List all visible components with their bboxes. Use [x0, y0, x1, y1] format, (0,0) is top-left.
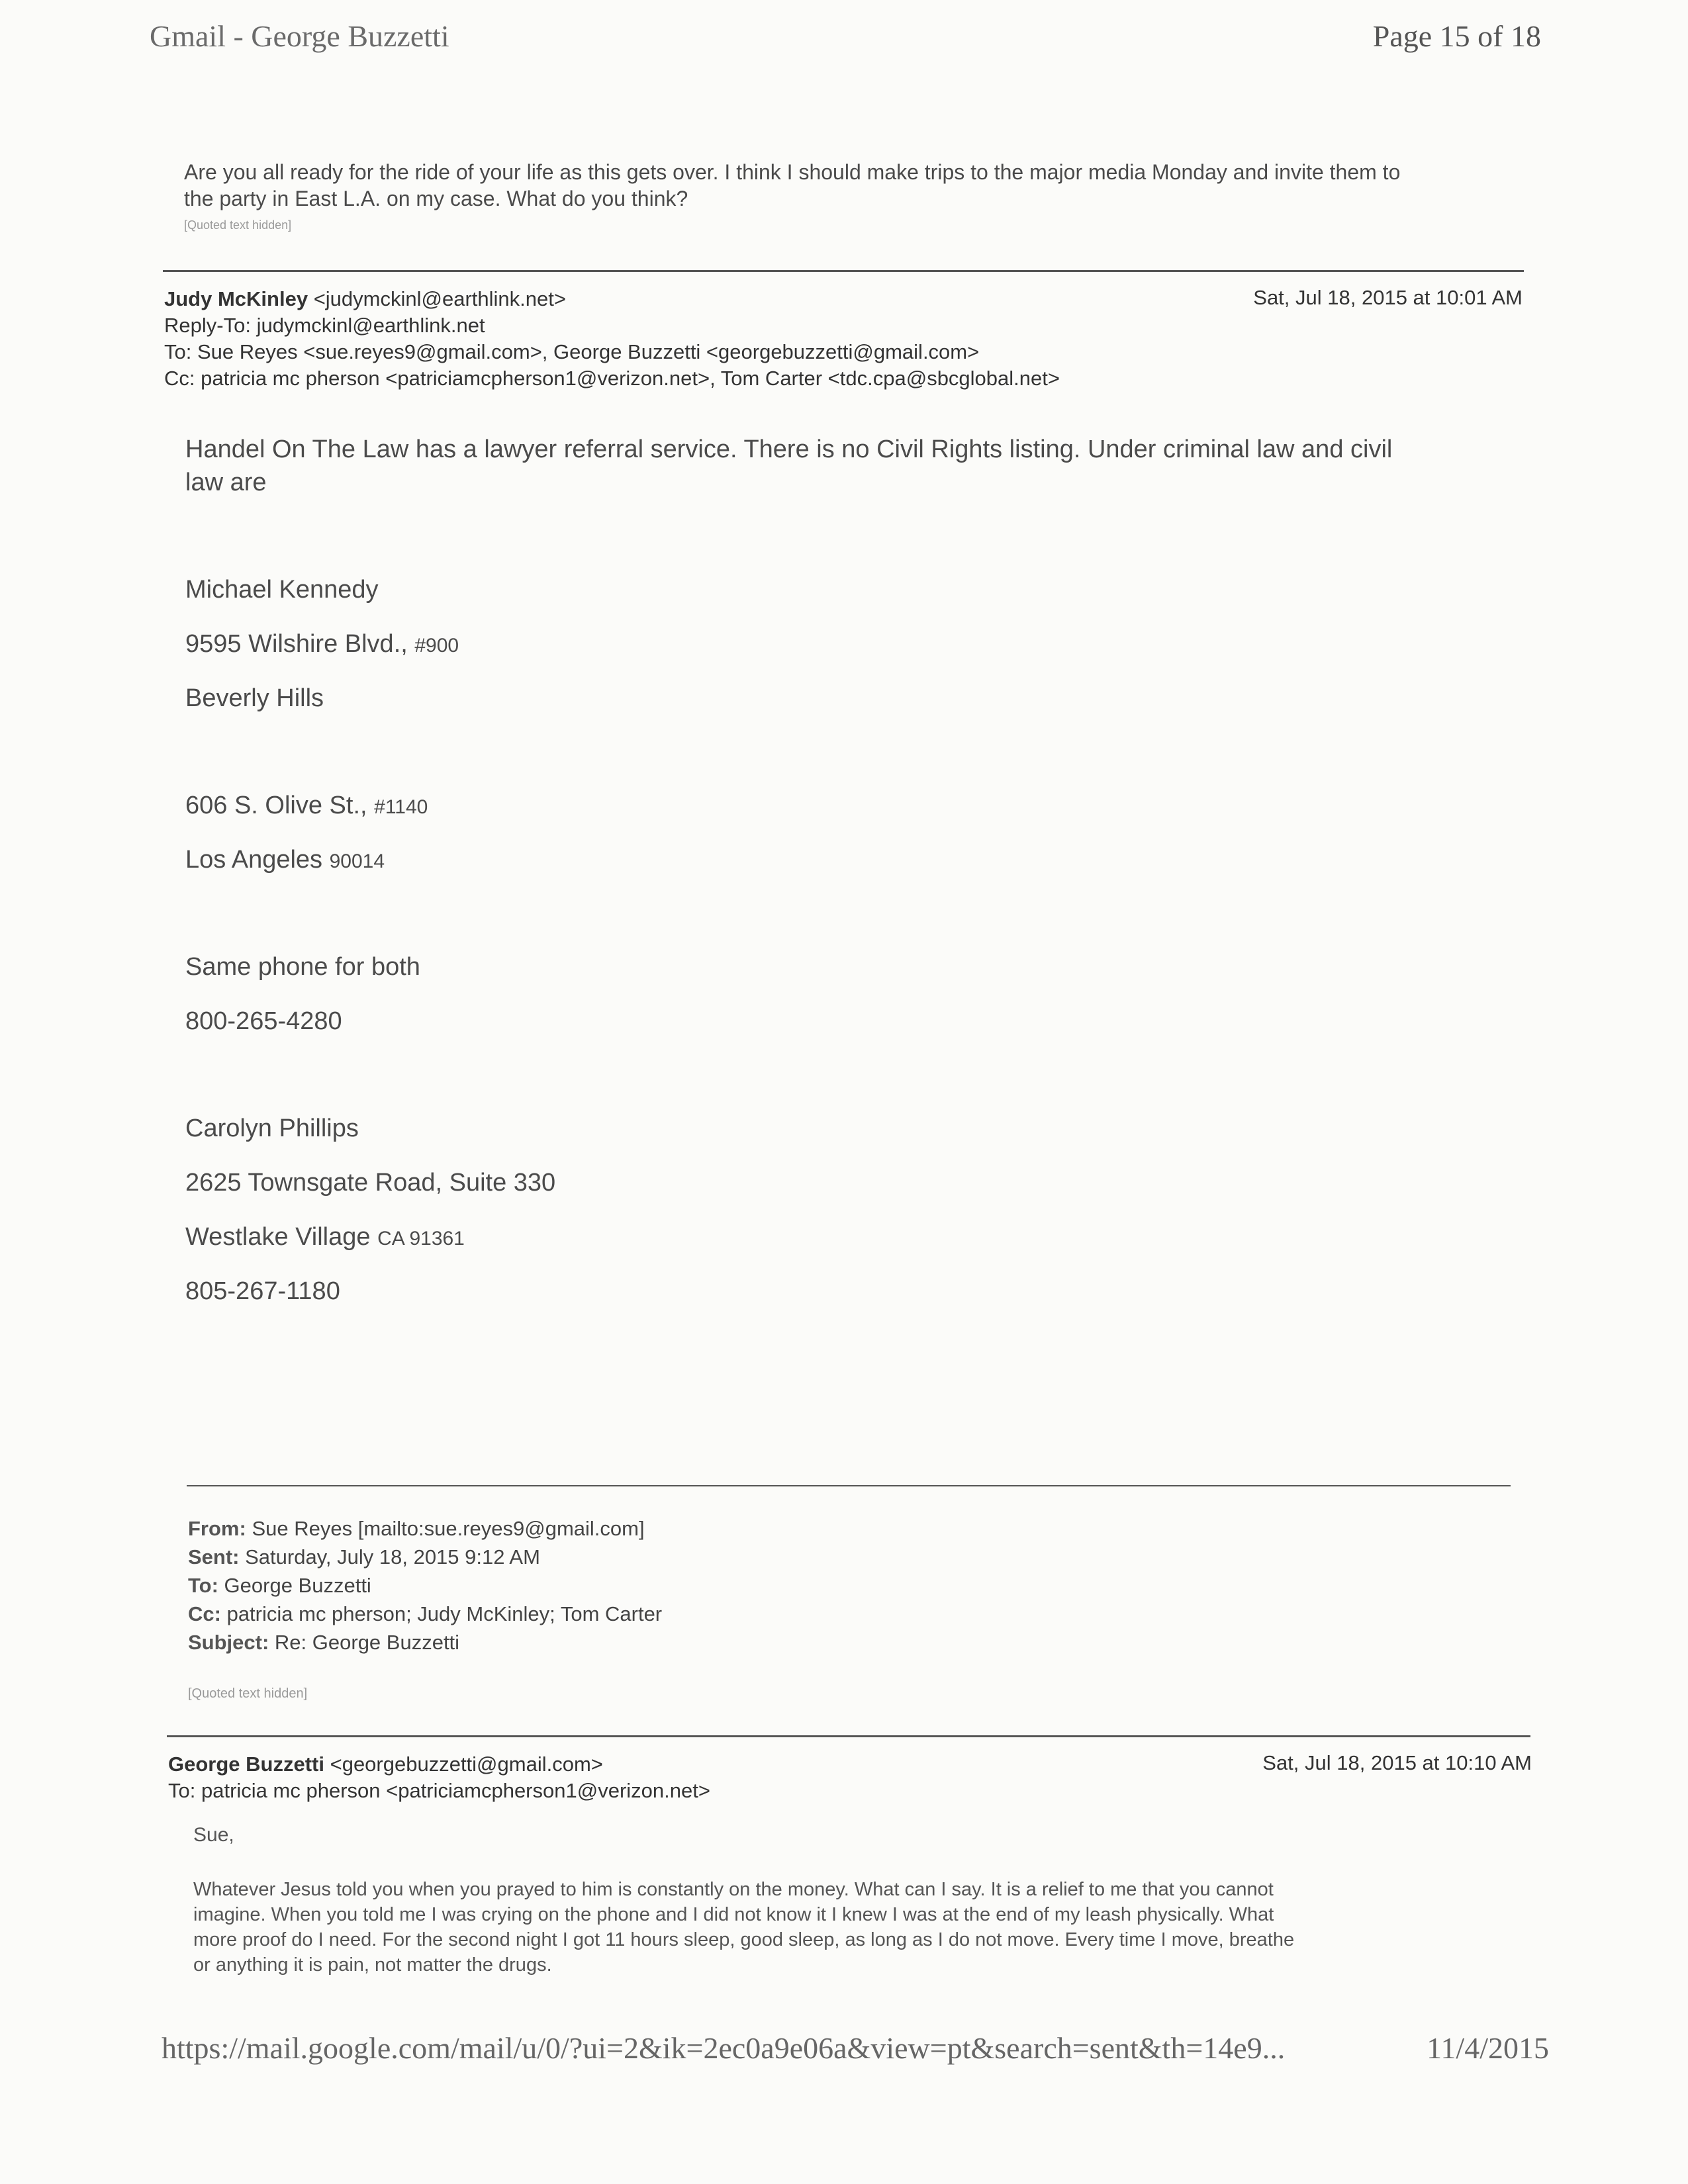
quoted-text-hidden-link[interactable]: [Quoted text hidden] [184, 218, 292, 232]
to-recipients: Sue Reyes <sue.reyes9@gmail.com>, George Buzzetti <georgebuzzetti@gmail.com> [197, 340, 980, 363]
cc-label: Cc: [164, 367, 195, 390]
fwd-cc-label: Cc: [188, 1602, 221, 1625]
lawyer-name: Michael Kennedy [185, 576, 379, 604]
fwd-to-line [188, 1571, 1247, 1600]
fwd-subject-line [188, 1628, 1247, 1657]
phone-number: 800-265-4280 [185, 1007, 342, 1035]
print-footer-url: https://mail.google.com/mail/u/0/?ui=2&ik=2ec0a9e06a&view=pt&search=sent&th=14e9... [162, 2031, 1286, 2065]
fwd-from-label: From: [188, 1517, 246, 1540]
address-line-2 [185, 789, 428, 824]
fwd-sent-label: Sent: [188, 1545, 240, 1569]
body2-line-4: or anything it is pain, not matter the drugs. [193, 1954, 552, 1976]
quoted-text-hidden-link-2[interactable]: [Quoted text hidden] [188, 1686, 308, 1701]
address-street: 9595 Wilshire Blvd., [185, 630, 408, 658]
body2-line-2: imagine. When you told me I was crying on the phone and I did not know it I knew I was at the end of my leash physically. What [193, 1904, 1274, 1925]
body-line-1: Handel On The Law has a lawyer referral service. There is no Civil Rights listing. Under criminal law and civil [185, 435, 1393, 463]
fwd-cc: patricia mc pherson; Judy McKinley; Tom Carter [226, 1602, 663, 1625]
intro-line-1: Are you all ready for the ride of your life as this gets over. I think I should make trips to the major media Monday and invite them to [184, 160, 1401, 184]
message-divider-2 [167, 1735, 1530, 1737]
cc-recipients: patricia mc pherson <patriciamcpherson1@verizon.net>, Tom Carter <tdc.cpa@sbcglobal.net> [201, 367, 1060, 390]
fwd-subject: Re: George Buzzetti [274, 1631, 460, 1654]
sender-line-2 [168, 1751, 1227, 1778]
to-line [164, 339, 1289, 365]
fwd-cc-line [188, 1600, 1247, 1628]
fwd-from-line [188, 1514, 1247, 1543]
fwd-subject-label: Subject: [188, 1631, 269, 1654]
address-street-2: 606 S. Olive St., [185, 792, 367, 819]
city-name: Los Angeles [185, 846, 323, 874]
fwd-sent-line [188, 1543, 1247, 1571]
fwd-from: Sue Reyes [mailto:sue.reyes9@gmail.com] [252, 1517, 645, 1540]
reply-to-label: Reply-To: [164, 314, 251, 337]
fwd-to: George Buzzetti [224, 1574, 371, 1597]
city-name-2: Westlake Village [185, 1223, 371, 1251]
address-city-2 [185, 843, 385, 878]
page-number: Page 15 of 18 [1372, 19, 1541, 53]
fwd-sent: Saturday, July 18, 2015 9:12 AM [245, 1545, 540, 1569]
address-suite: #900 [414, 635, 459, 657]
fwd-to-label: To: [188, 1574, 218, 1597]
sender-line [164, 286, 1289, 312]
message-body-judy [185, 433, 1523, 499]
phone-number-2: 805-267-1180 [185, 1277, 340, 1305]
zip-code-2: CA 91361 [377, 1228, 465, 1250]
sender-email-2: <georgebuzzetti@gmail.com> [330, 1752, 603, 1776]
address-city-3 [185, 1220, 465, 1255]
message-date: Sat, Jul 18, 2015 at 10:01 AM [1253, 286, 1523, 309]
greeting: Sue, [193, 1824, 234, 1846]
forward-divider [187, 1485, 1511, 1486]
body-line-2: law are [185, 469, 267, 496]
print-header-title: Gmail - George Buzzetti [150, 19, 449, 53]
message-divider [163, 270, 1524, 272]
intro-message-body [184, 159, 1508, 238]
to-label: To: [164, 340, 192, 363]
cc-line [164, 365, 1289, 392]
message-date-2: Sat, Jul 18, 2015 at 10:10 AM [1262, 1751, 1532, 1774]
forwarded-header [188, 1514, 1247, 1657]
body2-line-3: more proof do I need. For the second night I got 11 hours sleep, good sleep, as long as I do not move. Every time I move, breathe [193, 1929, 1295, 1950]
address-line-3: 2625 Townsgate Road, Suite 330 [185, 1169, 556, 1197]
same-phone-note: Same phone for both [185, 953, 420, 981]
to-line-2 [168, 1778, 1227, 1804]
reply-to-email: judymckinl@earthlink.net [256, 314, 485, 337]
intro-line-2: the party in East L.A. on my case. What do you think? [184, 187, 688, 210]
to-recipients-2: patricia mc pherson <patriciamcpherson1@verizon.net> [201, 1779, 710, 1802]
sender-name: Judy McKinley [164, 287, 308, 310]
message-header-george [168, 1751, 1227, 1804]
address-city: Beverly Hills [185, 684, 324, 712]
message-body-george [193, 1877, 1537, 1978]
zip-code: 90014 [329, 850, 385, 872]
print-footer-date: 11/4/2015 [1427, 2031, 1549, 2065]
reply-to-line [164, 312, 1289, 339]
lawyer-name-2: Carolyn Phillips [185, 1115, 359, 1142]
sender-email: <judymckinl@earthlink.net> [313, 287, 566, 310]
address-line [185, 627, 459, 662]
address-suite-2: #1140 [374, 796, 428, 818]
to-label-2: To: [168, 1779, 196, 1802]
sender-name-2: George Buzzetti [168, 1752, 324, 1776]
message-header-judy [164, 286, 1289, 392]
body2-line-1: Whatever Jesus told you when you prayed to him is constantly on the money. What can I say. It is a relief to me that you cannot [193, 1879, 1274, 1900]
